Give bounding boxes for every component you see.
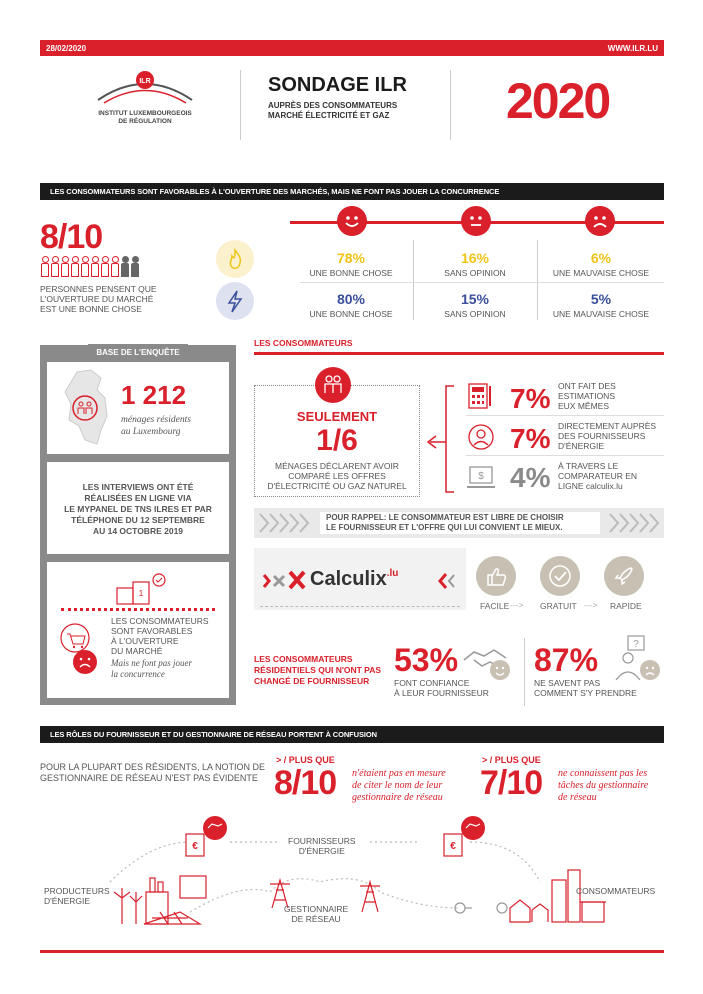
- household-icon: [315, 367, 351, 403]
- elec-neutral-pct: 15%: [460, 291, 490, 307]
- seulement-label: SEULEMENT: [296, 409, 378, 424]
- calculix-logo[interactable]: [310, 568, 398, 591]
- suppliers-line-2: D'ÉNERGIE: [298, 846, 345, 856]
- plus-que-1: > / PLUS QUE: [276, 755, 335, 765]
- ilr-logo: [90, 70, 200, 140]
- elec-neutral: [414, 291, 536, 319]
- gas-flame-icon: [216, 240, 254, 278]
- stat1-desc-2: de citer le nom de leur: [352, 780, 443, 791]
- estimate-line-1: ONT FAIT DES: [558, 381, 616, 391]
- luxembourg-map-icon: [57, 368, 117, 448]
- people-icons: [40, 256, 140, 281]
- support-agent-icon: [466, 422, 496, 452]
- dunno-desc-1: NE SAVENT PAS: [534, 678, 601, 688]
- section-bar-roles: LES RÔLES DU FOURNISSEUR ET DU GESTIONNAIRE DE RÉSEAU PORTENT À CONFUSION: [40, 726, 664, 743]
- svg-text:$: $: [478, 471, 484, 482]
- year-label: 2020: [506, 73, 610, 129]
- desc-line-2: L'OUVERTURE DU MARCHÉ: [40, 294, 154, 304]
- subtitle-2: MARCHÉ ÉLECTRICITÉ ET GAZ: [268, 111, 390, 120]
- date-label: 28/02/2020: [46, 44, 87, 53]
- stat2-desc-3: de réseau: [558, 792, 597, 803]
- supplier-pct: 7%: [510, 423, 551, 454]
- desc-line-3: EST UNE BONNE CHOSE: [40, 304, 142, 314]
- logo-caption-2: DE RÉGULATION: [118, 118, 172, 125]
- stat1-desc-3: gestionnaire de réseau: [352, 792, 443, 803]
- trust-desc-2: À LEUR FOURNISSEUR: [394, 688, 489, 698]
- header: [40, 70, 664, 140]
- one-sixth-desc-2: COMPARÉ LES OFFRES: [288, 471, 386, 481]
- eight-out-of-ten: 8/10: [40, 218, 103, 256]
- one-sixth-value: 1/6: [316, 424, 358, 457]
- svg-text:€: €: [192, 841, 198, 852]
- favorable-line-1: LES CONSOMMATEURS: [111, 616, 209, 626]
- comparator-line-3: LIGNE calculix.lu: [558, 481, 623, 491]
- gas-good-label: UNE BONNE CHOSE: [309, 268, 393, 278]
- feature-free: GRATUIT: [540, 601, 577, 611]
- elec-good: [290, 291, 412, 319]
- interviews-line-4: TÉLÉPHONE DU 12 SEPTEMBRE: [71, 515, 205, 525]
- page-title: SONDAGE ILR: [268, 74, 407, 96]
- not-changed-line-3: CHANGÉ DE FOURNISSEUR: [254, 676, 370, 686]
- consumers-label: CONSOMMATEURS: [576, 886, 656, 896]
- calculix-name: Calculix: [310, 568, 387, 590]
- happy-face-icon: [337, 206, 367, 236]
- calculix-tld: .lu: [386, 568, 399, 579]
- estimate-pct: 7%: [510, 383, 551, 414]
- section-bar-markets: LES CONSOMMATEURS SONT FAVORABLES À L'OUVERTURE DES MARCHÉS, MAIS NE FONT PAS JOUER LA CONCURRENCE: [40, 183, 664, 200]
- gas-bad-label: UNE MAUVAISE CHOSE: [552, 268, 650, 278]
- elec-good-label: UNE BONNE CHOSE: [309, 309, 393, 319]
- stat2-desc-2: tâches du gestionnaire: [558, 780, 649, 791]
- count-desc-1: ménages résidents: [121, 415, 191, 425]
- svg-text:?: ?: [633, 639, 639, 650]
- interviews-box: [47, 462, 229, 554]
- supplier-line-3: D'ÉNERGIE: [558, 441, 605, 451]
- favorable-line-2: SONT FAVORABLES: [111, 626, 193, 636]
- calculator-icon: [466, 382, 496, 410]
- interviews-line-3: LE MYPANEL DE TNS ILRES ET PAR: [64, 504, 212, 514]
- elec-neutral-label: SANS OPINION: [444, 309, 506, 319]
- comparator-line-1: À TRAVERS LE: [558, 461, 619, 471]
- plus-que-2: > / PLUS QUE: [482, 755, 541, 765]
- feature-fast: RAPIDE: [610, 601, 642, 611]
- stat2-big: 7/10: [480, 764, 543, 802]
- check-icon: [540, 556, 580, 596]
- elec-bad: [538, 291, 664, 319]
- website-link[interactable]: WWW.ILR.LU: [607, 44, 658, 53]
- cart-sad-icon: [55, 620, 101, 680]
- comparator-line-2: COMPARATEUR EN: [558, 471, 638, 481]
- svg-text:1: 1: [138, 589, 144, 598]
- not-changed-line-2: RÉSIDENTIELS QUI N'ONT PAS: [254, 665, 382, 675]
- count-desc-2: au Luxembourg: [121, 427, 181, 437]
- thumbs-up-icon: [476, 556, 516, 596]
- trust-desc-1: FONT CONFIANCE: [394, 678, 470, 688]
- interviews-line-5: AU 14 OCTOBRE 2019: [92, 526, 184, 536]
- chevron-left-icon: [432, 566, 462, 596]
- consumers-title: LES CONSOMMATEURS: [254, 338, 353, 348]
- comparator-pct: 4%: [510, 462, 551, 493]
- intro-line-2: GESTIONNAIRE DE RÉSEAU N'EST PAS ÉVIDENTE: [40, 773, 258, 783]
- survey-base-title: BASE DE L'ENQUÊTE: [88, 344, 188, 360]
- feature-easy: FACILE: [480, 601, 510, 611]
- one-sixth-desc-3: D'ÉLECTRICITÉ OU GAZ NATUREL: [267, 481, 407, 491]
- dunno-pct: 87%: [534, 642, 599, 678]
- producers-line-1: PRODUCTEURS: [44, 886, 110, 896]
- neutral-face-icon: [461, 206, 491, 236]
- favorable-box: [47, 562, 229, 698]
- gas-neutral-label: SANS OPINION: [444, 268, 506, 278]
- household-count: 1 212: [121, 380, 187, 410]
- rocket-icon: [604, 556, 644, 596]
- grid-line-1: GESTIONNAIRE: [284, 904, 349, 914]
- bracket-arrow-icon: [424, 380, 460, 500]
- favorable-line-3: À L'OUVERTURE: [111, 636, 179, 646]
- logo-caption-1: INSTITUT LUXEMBOURGEOIS: [98, 110, 192, 117]
- reminder-banner: [254, 508, 664, 538]
- elec-bad-pct: 5%: [590, 291, 612, 307]
- intro-line-1: POUR LA PLUPART DES RÉSIDENTS, LA NOTION DE: [40, 762, 266, 772]
- top-bar: [40, 40, 664, 56]
- electricity-bolt-icon: [216, 282, 254, 320]
- calculix-block[interactable]: [254, 548, 466, 610]
- gas-good-pct: 78%: [336, 250, 366, 266]
- reminder-line-2: LE FOURNISSEUR ET L'OFFRE QUI LUI CONVIENT LE MIEUX.: [326, 523, 563, 532]
- supplier-line-1: DIRECTEMENT AUPRÈS: [558, 421, 657, 431]
- supplier-bill-icon-2: [444, 816, 485, 856]
- not-changed-line-1: LES CONSOMMATEURS: [254, 654, 353, 664]
- trust-pct: 53%: [394, 642, 459, 678]
- laptop-comparator-icon: [466, 463, 498, 493]
- dunno-desc-2: COMMENT S'Y PRENDRE: [534, 688, 637, 698]
- interviews-line-2: RÉALISÉES EN LIGNE VIA: [84, 493, 192, 503]
- handshake-icon: [460, 642, 516, 682]
- stat1-desc-1: n'étaient pas en mesure: [352, 768, 446, 779]
- svg-text:€: €: [450, 841, 456, 852]
- stat1-big: 8/10: [274, 764, 337, 802]
- suppliers-line-1: FOURNISSEURS: [288, 836, 356, 846]
- producers-line-2: D'ÉNERGIE: [44, 896, 91, 906]
- producers-icons: [114, 876, 206, 924]
- gas-neutral: [414, 250, 536, 278]
- subtitle-1: AUPRÈS DES CONSOMMATEURS: [268, 101, 398, 110]
- supplier-bill-icon-1: [186, 816, 227, 856]
- gas-bad-pct: 6%: [590, 250, 612, 266]
- bottom-rule: [40, 950, 664, 953]
- energy-flow-diagram: [40, 812, 664, 942]
- survey-count-box: [47, 362, 229, 454]
- favorable-line-4: DU MARCHÉ: [111, 646, 163, 656]
- grid-line-2: DE RÉSEAU: [291, 914, 341, 924]
- favorable-it-2: la concurrence: [111, 669, 165, 679]
- interviews-line-1: LES INTERVIEWS ONT ÉTÉ: [82, 482, 194, 492]
- estimate-line-2: ESTIMATIONS: [558, 391, 615, 401]
- favorable-it-1: Mais ne font pas jouer: [111, 658, 192, 668]
- one-sixth-desc-1: MÉNAGES DÉCLARENT AVOIR: [275, 461, 399, 471]
- elec-good-pct: 80%: [336, 291, 366, 307]
- stat2-desc-1: ne connaissent pas les: [558, 768, 648, 779]
- gas-bad: [538, 250, 664, 278]
- desc-line-1: PERSONNES PENSENT QUE: [40, 284, 157, 294]
- gas-good: [290, 250, 412, 278]
- reminder-line-1: POUR RAPPEL: LE CONSOMMATEUR EST LIBRE DE CHOISIR: [326, 513, 564, 522]
- elec-bad-label: UNE MAUVAISE CHOSE: [552, 309, 650, 319]
- gas-neutral-pct: 16%: [460, 250, 490, 266]
- sad-face-icon: [585, 206, 615, 236]
- consumer-buildings-icon: [510, 870, 606, 922]
- supplier-line-2: DES FOURNISSEURS: [558, 431, 646, 441]
- podium-icon: [103, 570, 173, 610]
- plug-bulb-icons: [455, 903, 507, 913]
- estimate-line-3: EUX MÊMES: [558, 401, 610, 411]
- logo-text: ILR: [139, 78, 151, 85]
